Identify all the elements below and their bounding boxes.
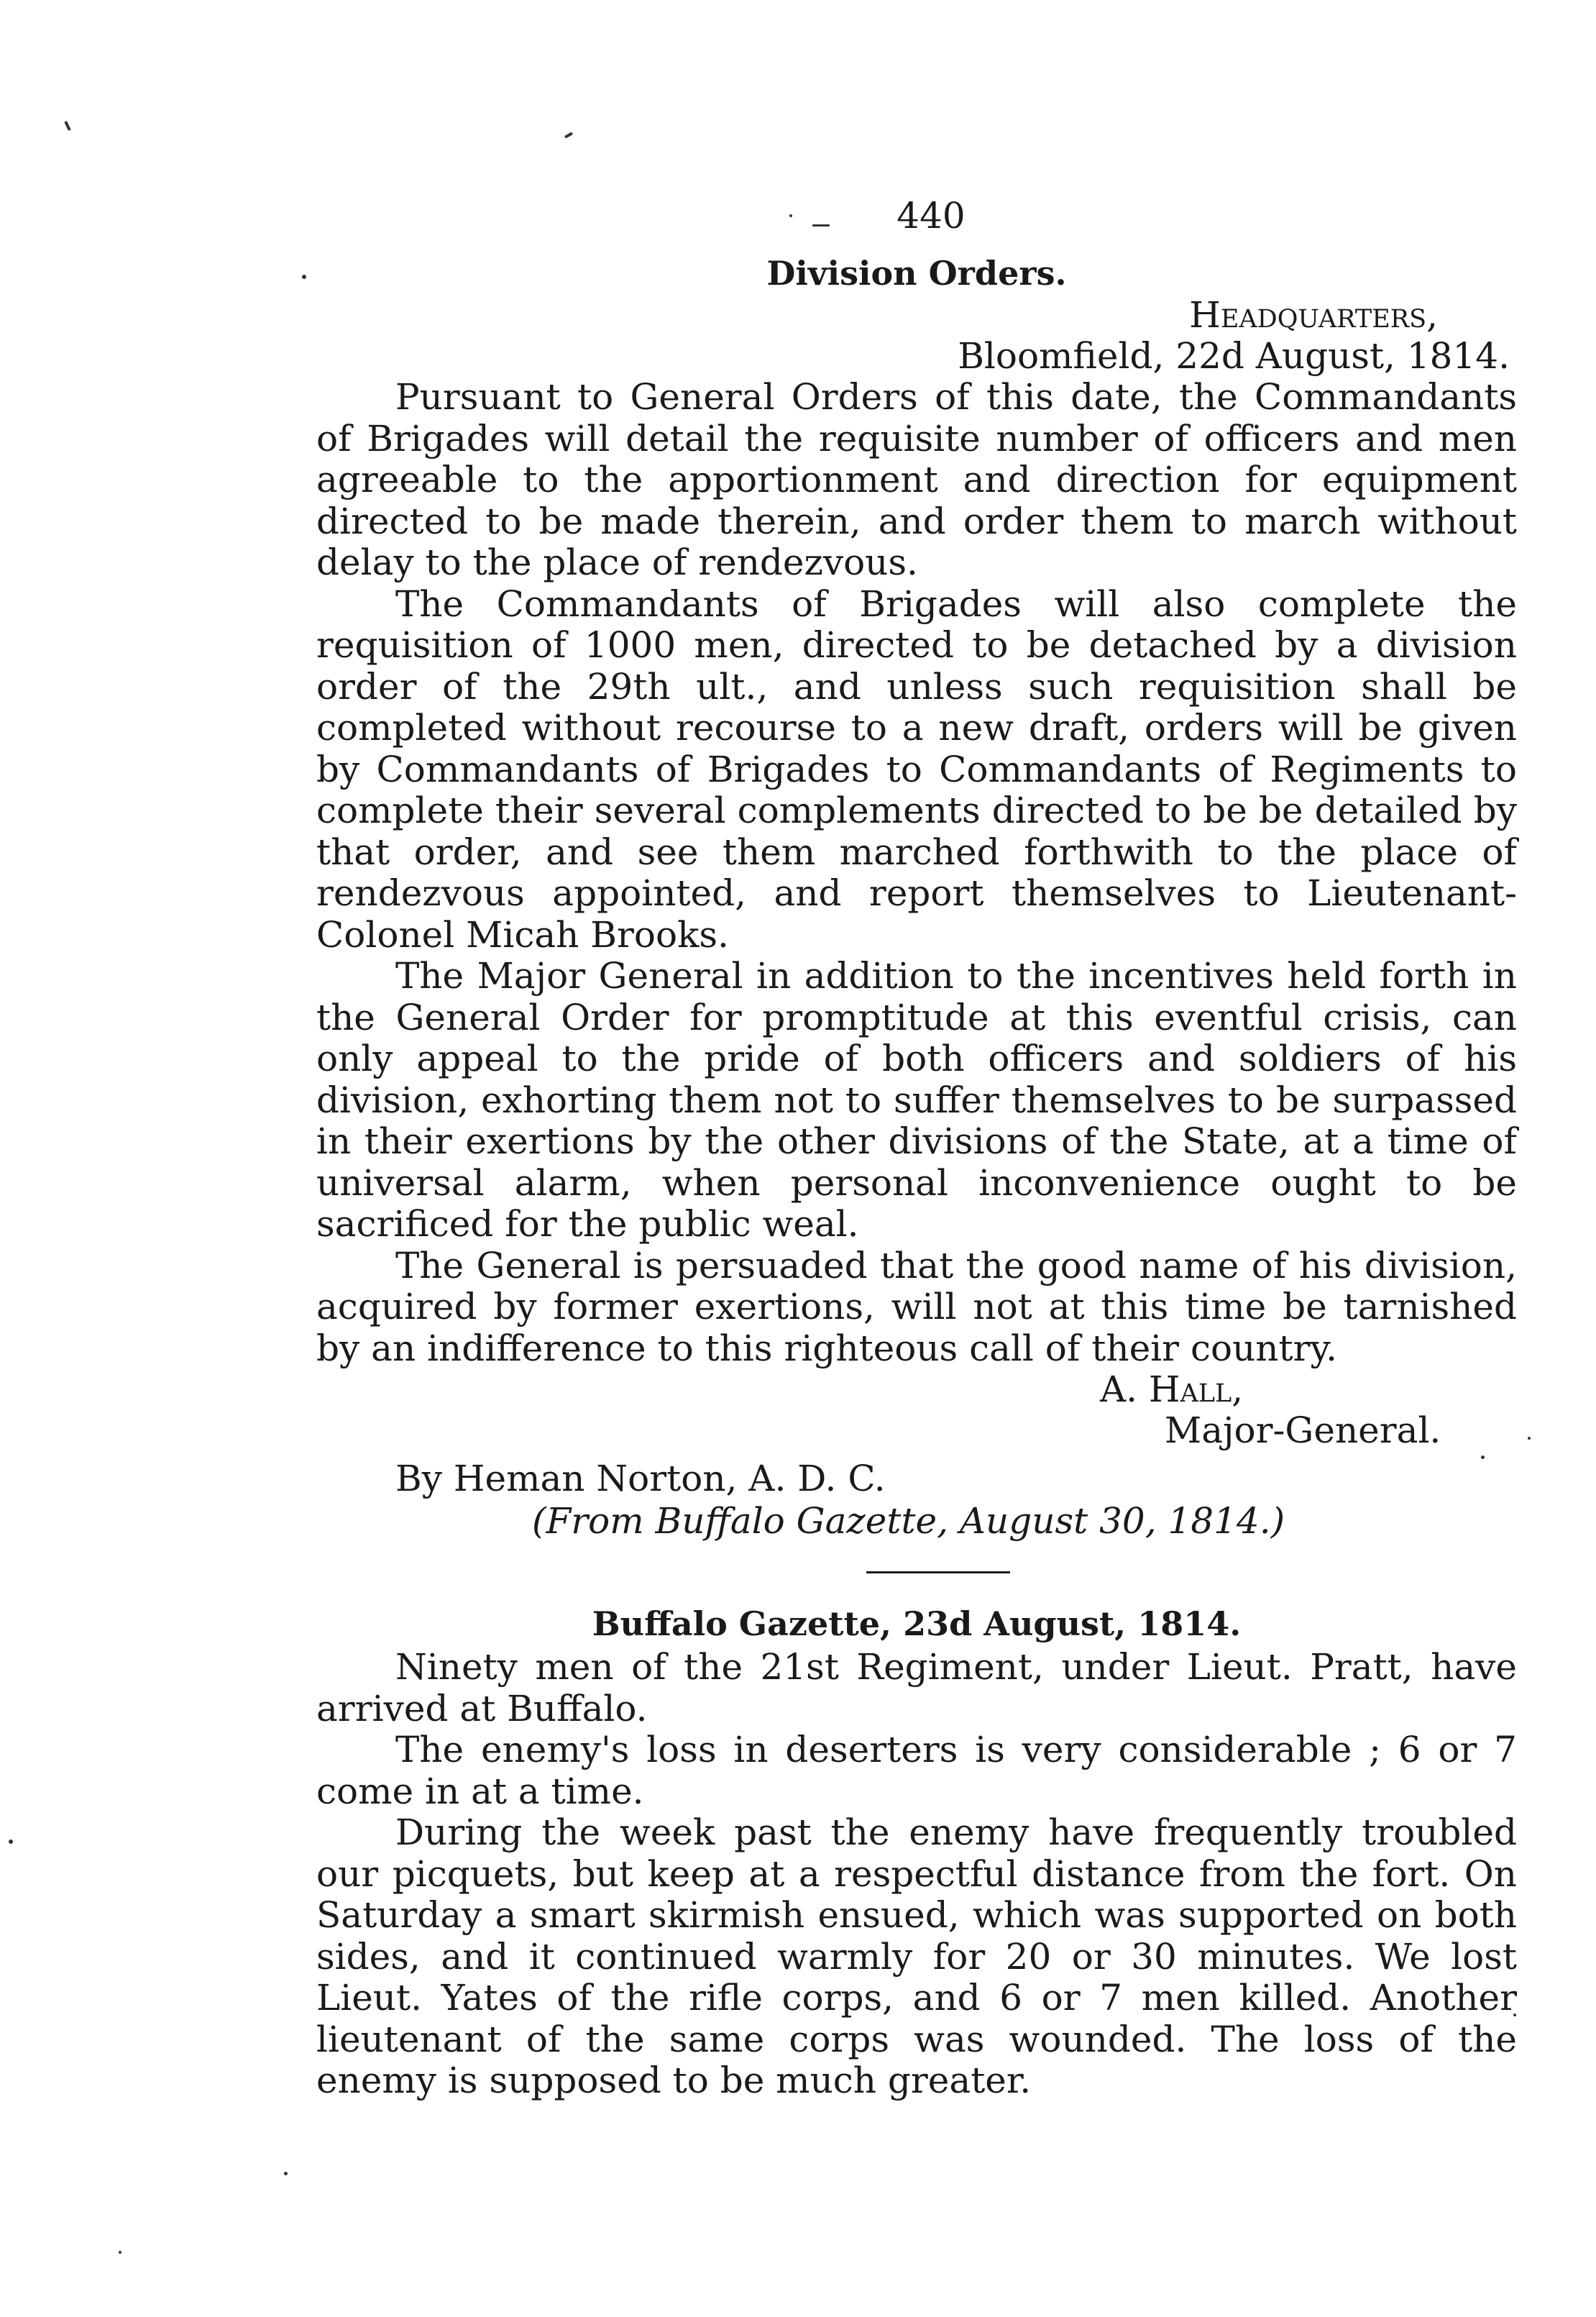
page-number: 440 — [896, 195, 966, 237]
scan-speck — [564, 132, 573, 138]
signature-title: Major-General. — [1165, 1409, 1441, 1451]
signature-name: A. Hall, — [1100, 1368, 1244, 1410]
scan-speck — [119, 2251, 121, 2254]
headquarters-date-text: Bloomfield, 22d August, 1814. — [958, 335, 1510, 377]
scan-speck — [9, 1840, 13, 1844]
gazette-paragraph-2: The enemy's loss in deserters is very considerable ; 6 or 7 come in at a time. — [316, 1729, 1517, 1812]
orders-paragraph-3: The Major General in addition to the incentives held forth in the General Order for promptitude at this eventful crisis, can only appeal to the pride of both officers and soldiers of his division, exhorting them not to suffer themselves to be surpassed in their exertions by the other divisions of the State, at a time of universal alarm, when personal inconvenience ought to be sacrificed for the public weal. — [316, 955, 1517, 1245]
orders-paragraph-2: The Commandants of Brigades will also complete the requisition of 1000 men, directed to be detached by a division order of the 29th ult., and unless such requisition shall be completed without recourse to a new draft, orders will be given by Commandants of Brigades to Commandants of Regiments to complete their several complements directed to be be detailed by that order, and see them marched forthwith to the place of rendezvous appointed, and report themselves to Lieutenant-Colonel Micah Brooks. — [316, 582, 1517, 956]
orders-paragraph-1: Pursuant to General Orders of this date, the Commandants of Brigades will detail the requisite number of officers and men agreeable to the apportionment and direction for equipment directed to be made therein, and order them to march without delay to the place of rendezvous. — [316, 376, 1517, 583]
scan-speck — [64, 121, 71, 131]
buffalo-gazette-heading: Buffalo Gazette, 23d August, 1814. — [592, 1604, 1242, 1643]
section-divider — [866, 1571, 1010, 1573]
gazette-paragraph-3: During the week past the enemy have frequently troubled our picquets, but keep at a respectful distance from the fort. On Saturday a smart skirmish ensued, which was supported on both sides, and it continued warmly for 20 or 30 minutes. We lost Lieut. Yates of the rifle corps, and 6 or 7 men killed. Another lieutenant of the same corps was wounded. The loss of the enemy is supposed to be much greater. — [316, 1811, 1517, 2101]
text-column — [316, 194, 1517, 2102]
headquarters-date-line — [316, 336, 1517, 377]
source-citation: (From Buffalo Gazette, August 30, 1814.) — [532, 1500, 1285, 1542]
scan-speck — [284, 2172, 288, 2175]
aide-de-camp-line: By Heman Norton, A. D. C. — [395, 1458, 886, 1499]
scan-speck — [1528, 1437, 1531, 1440]
orders-paragraph-4: The General is persuaded that the good name of his division, acquired by former exertions, will not at this time be tarnished by an indifference to this righteous call of their country. — [316, 1244, 1517, 1369]
division-orders-heading: Division Orders. — [766, 254, 1067, 293]
scan-speck — [302, 275, 306, 279]
gazette-paragraph-1: Ninety men of the 21st Regiment, under Lieut. Pratt, have arrived at Buffalo. — [316, 1646, 1517, 1729]
headquarters-line: Headquarters, — [1189, 294, 1438, 336]
